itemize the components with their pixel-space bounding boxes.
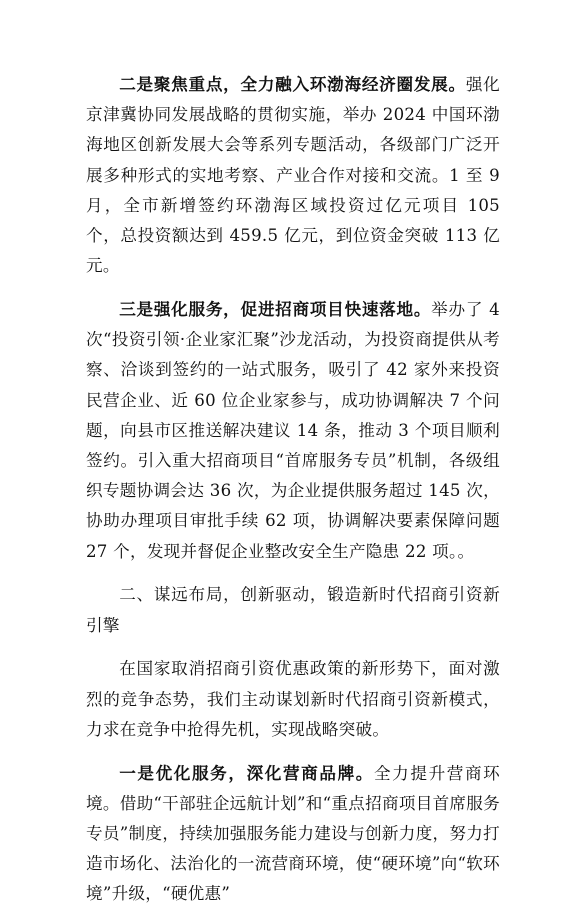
paragraph-body: 举办了 4 次“投资引领·企业家汇聚”沙龙活动，为投资商提供从考察、洽谈到签约的一站式服务，吸引了 42 家外来投资民营企业、近 60 位企业家参与，成功协调解决 7 个问题，向县市区推送解决建议 14 条，推动 3 个项目顺利签约。引入重大招商项目“首席服务专员”机制，各级组织专题协调会达 36 次，为企业提供服务超过 145 次，协助办理项目审批手续 62 项，协调解决要素保障问题 27 个，发现并督促企业整改安全生产隐患 22 项。。 — [86, 300, 500, 561]
paragraph-lead: 一是优化服务，深化营商品牌。 — [119, 762, 374, 783]
paragraph-body: 全力提升营商环境。借助“干部驻企远航计划”和“重点招商项目首席服务专员”制度，持续加强服务能力建设与创新力度，努力打造市场化、法治化的一流营商环境，使“硬环境”向“软环境”升级，“硬优惠” — [86, 763, 501, 904]
paragraph-new-situation — [86, 653, 500, 745]
section-heading — [86, 579, 500, 640]
paragraph-lead: 三是强化服务，促进招商项目快速落地。 — [119, 299, 432, 320]
section-heading-text: 二、谋远布局，创新驱动，锻造新时代招商引资新引擎 — [86, 585, 500, 635]
paragraph-focus-bohai — [86, 69, 500, 281]
paragraph-body: 强化京津冀协同发展战略的贯彻实施，举办 2024 中国环渤海地区创新发展大会等系列专题活动，各级部门广泛开展多种形式的实地考察、产业合作对接和交流。1 至 9 月，全市新增签约环渤海区域投资过亿元项目 105 个，总投资额达到 459.5 亿元，到位资金突破 113 亿元。 — [86, 75, 501, 276]
paragraph-optimize-service — [86, 758, 500, 910]
paragraph-strengthen-service — [86, 294, 500, 567]
paragraph-body: 在国家取消招商引资优惠政策的新形势下，面对激烈的竞争态势，我们主动谋划新时代招商引资新模式，力求在竞争中抢得先机，实现战略突破。 — [86, 659, 500, 739]
paragraph-lead: 二是聚焦重点，全力融入环渤海经济圈发展。 — [119, 74, 466, 94]
